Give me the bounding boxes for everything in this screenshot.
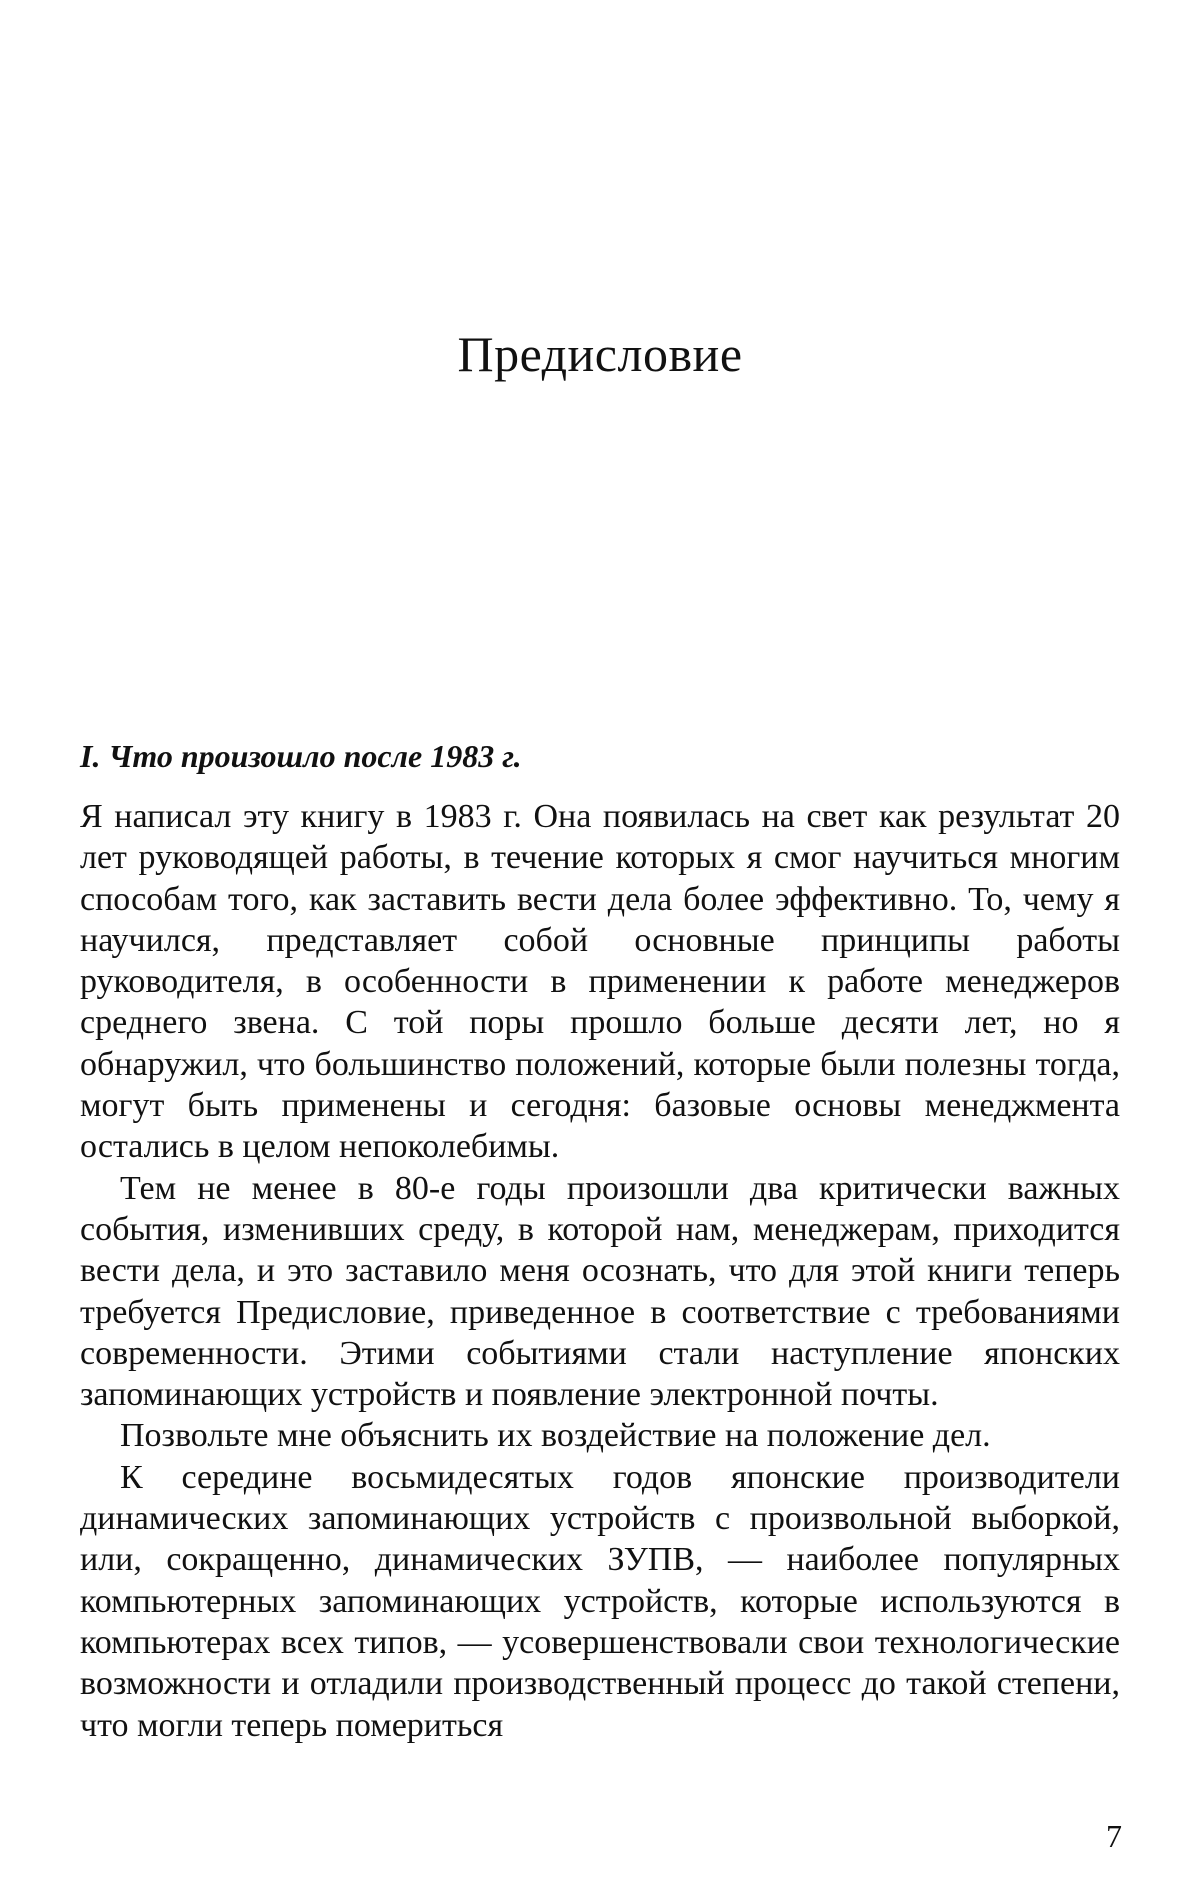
page-number: 7 xyxy=(1106,1818,1122,1854)
body-text xyxy=(80,796,1120,1746)
section-heading: I. Что произошло после 1983 г. xyxy=(80,738,522,774)
paragraph: Тем не менее в 80-е годы произошли два критически важных события, изменивших среду, в которой нам, менеджерам, приходится вести дела, и это заставило меня осознать, что для этой книги теперь требуется Предисловие, приведенное в соответствие с требованиями современности. Этими событиями стали наступление японских запоминающих устройств и появление электронной почты. xyxy=(80,1169,1120,1414)
chapter-title: Предисловие xyxy=(457,326,743,382)
paragraph: Позвольте мне объяснить их воздействие на положение дел. xyxy=(120,1417,991,1455)
paragraph: К середине восьмидесятых годов японские производители динамических запоминающих устройств с произвольной выборкой, или, сокращенно, динамических ЗУПВ, — наиболее популярных компьютерных запоминающих устройств, которые используются в компьютерах всех типов, — усовершенствовали свои технологические возможности и отладили производственный процесс до такой степени, что могли теперь помериться xyxy=(80,1458,1120,1744)
paragraph: Я написал эту книгу в 1983 г. Она появилась на свет как результат 20 лет руководящей работы, в течение которых я смог научиться многим способам того, как заставить вести дела более эффективно. То, чему я научился, представляет собой основные принципы работы руководителя, в особенности в применении к работе менеджеров среднего звена. С той поры прошло больше десяти лет, но я обнаружил, что большинство положений, которые были полезны тогда, могут быть применены и сегодня: базовые основы менеджмента остались в целом непоколебимы. xyxy=(80,798,1120,1166)
